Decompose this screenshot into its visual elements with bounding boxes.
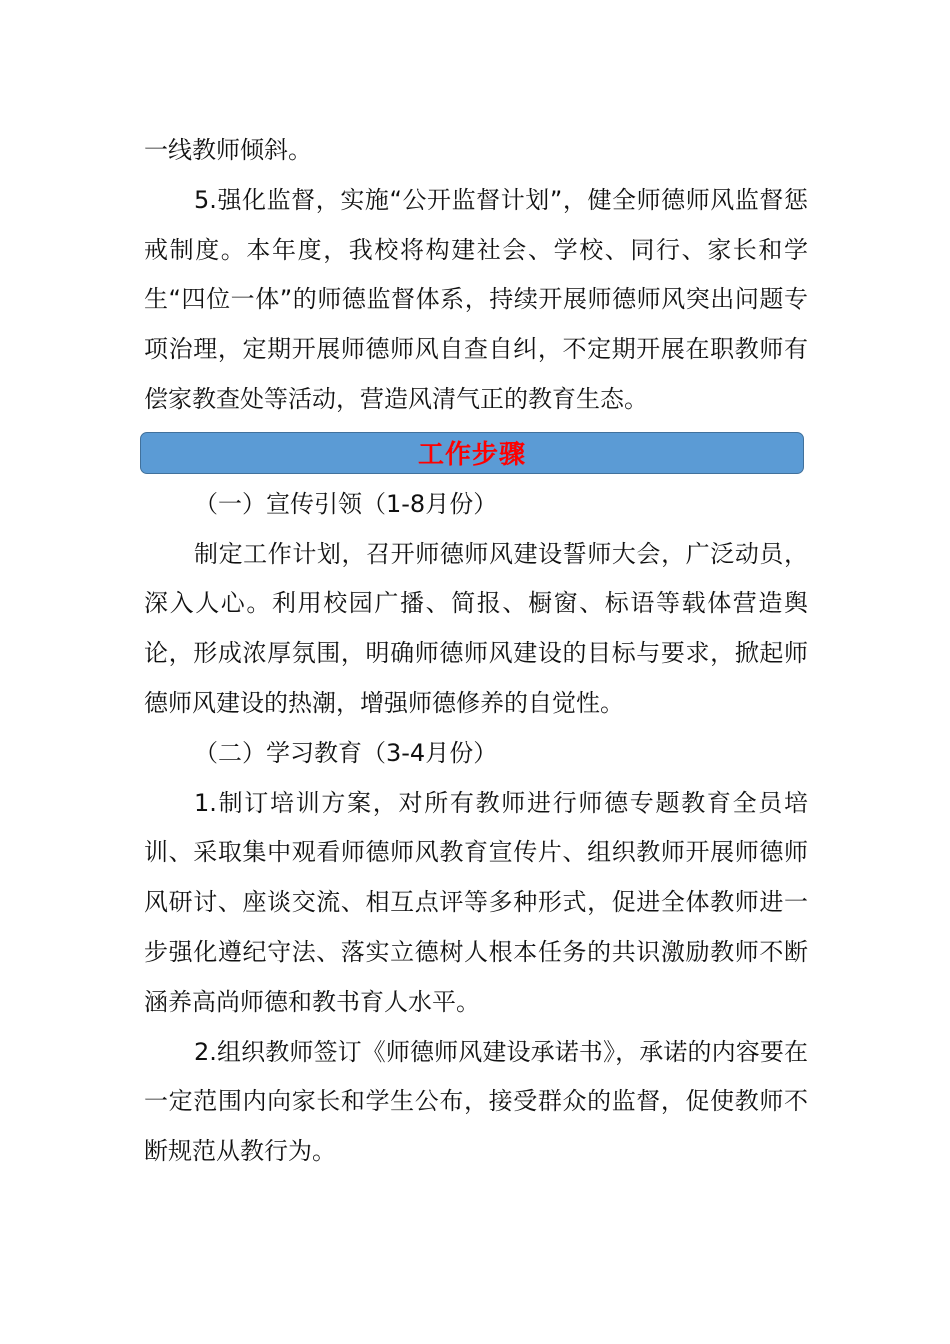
paragraph-training: 1.制订培训方案，对所有教师进行师德专题教育全员培训、采取集中观看师德师风教育宣传片、组织教师开展师德师风研讨、座谈交流、相互点评等多种形式，促进全体教师进一步强化遵纪守法、落实立德树人根本任务的共识激励教师不断涵养高尚师德和教书育人水平。 [144,788,808,1016]
subheading-education: （二）学习教育（3-4月份） [194,738,498,767]
subheading-publicity: （一）宣传引领（1-8月份） [194,489,498,518]
paragraph-supervision: 5.强化监督，实施“公开监督计划”，健全师德师风监督惩戒制度。本年度，我校将构建社会、学校、同行、家长和学生“四位一体”的师德监督体系，持续开展师德师风突出问题专项治理，定期开展师德师风自查自纠，不定期开展在职教师有偿家教查处等活动，营造风清气正的教育生态。 [144,185,808,413]
section-banner [140,432,804,474]
document-body [144,126,808,1177]
paragraph-publicity: 制定工作计划，召开师德师风建设誓师大会，广泛动员，深入人心。利用校园广播、简报、橱窗、标语等载体营造舆论，形成浓厚氛围，明确师德师风建设的目标与要求，掀起师德师风建设的热潮，增强师德修养的自觉性。 [144,539,808,717]
paragraph: 一线教师倾斜。 [144,136,312,164]
section-title: 工作步骤 [417,440,526,471]
paragraph-pledge: 2.组织教师签订《师德师风建设承诺书》，承诺的内容要在一定范围内向家长和学生公布，接受群众的监督，促使教师不断规范从教行为。 [144,1037,808,1166]
